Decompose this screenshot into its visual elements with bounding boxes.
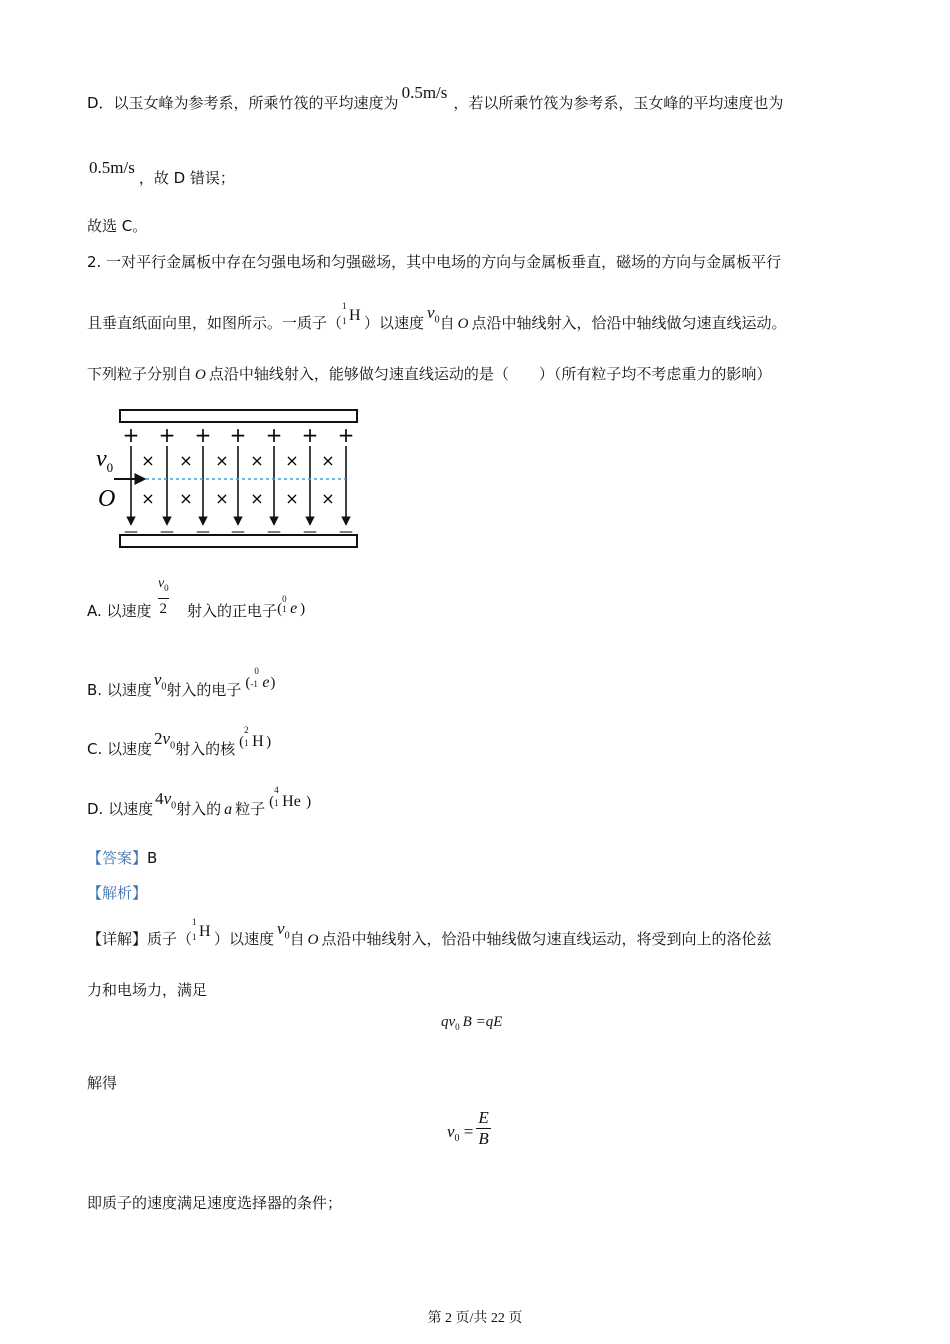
eq-left: v: [447, 1122, 455, 1141]
question-line1: 2. 一对平行金属板中存在匀强电场和匀强磁场，其中电场的方向与金属板垂直，磁场的方向与金属板平行: [87, 253, 782, 271]
text: ，若以所乘竹筏为参考系，玉女峰的平均速度也为: [453, 94, 784, 112]
option-b: [87, 666, 276, 707]
question-line2: [87, 301, 787, 340]
charge-number: -1: [250, 679, 258, 689]
denominator: 2: [158, 598, 170, 619]
point-o: O: [457, 316, 469, 332]
v: v: [157, 576, 165, 592]
analysis-tag: 【解析】: [87, 884, 148, 902]
text: ，故 D 错误；: [138, 169, 235, 187]
element-symbol: H: [349, 307, 361, 324]
proton-nuclide: [192, 917, 214, 950]
coefficient: 4: [155, 789, 164, 808]
bracket: (: [239, 734, 245, 750]
text: 点沿中轴线射入，恰沿中轴线做匀速直线运动，将受到向上的洛伦兹: [321, 930, 772, 948]
charge-number: 1: [282, 604, 287, 614]
subscript: 0: [434, 314, 440, 326]
text: 射入的电子: [166, 681, 242, 699]
numerator: [158, 574, 170, 598]
point-o: O: [195, 367, 206, 383]
text: 且垂直纸面向里，如图所示。一质子（: [87, 314, 343, 332]
top-plate: [120, 410, 357, 422]
minus-sign: —: [231, 524, 245, 540]
mass-number: 4: [274, 785, 279, 795]
subscript: 0: [161, 681, 167, 693]
speed-2v0: [154, 729, 176, 752]
subscript: 0: [164, 582, 169, 593]
charge-number: 1: [342, 316, 347, 326]
minus-sign: —: [303, 524, 317, 540]
text: 点沿中轴线射入，恰沿中轴线做匀速直线运动。: [471, 314, 787, 332]
v0-symbol: [153, 670, 167, 693]
velocity-selector-figure: [90, 404, 365, 554]
answer-tag: 【答案】: [87, 849, 148, 867]
minus-sign: —: [196, 524, 210, 540]
electron-nuclide: [250, 666, 270, 693]
text: 质子（: [147, 930, 193, 948]
minus-sign: —: [160, 524, 174, 540]
text: ）以速度: [214, 930, 275, 948]
element-symbol: H: [252, 733, 264, 750]
v0-symbol: [277, 919, 290, 942]
eq-right: B =qE: [462, 1014, 503, 1030]
helium-nuclide: [274, 785, 306, 812]
denominator: B: [478, 1129, 489, 1148]
electric-field-lines: [131, 446, 346, 524]
cross-mark: ×: [179, 451, 193, 470]
prev-option-d-line2: [87, 158, 235, 188]
text: 粒子: [235, 800, 266, 818]
subscript: 0: [170, 740, 176, 752]
text: ）以速度: [364, 314, 425, 332]
e-over-b: [476, 1108, 490, 1149]
cross-mark: ×: [250, 489, 264, 508]
subscript: 0: [454, 1133, 460, 1145]
v0-label: [96, 446, 113, 475]
v: v: [277, 919, 285, 938]
cross-mark: ×: [215, 489, 229, 508]
plus-sign: +: [122, 423, 140, 447]
coefficient: 2: [154, 729, 163, 748]
numerator: E: [478, 1108, 489, 1127]
equals: =: [459, 1122, 474, 1141]
mass-number: 1: [192, 917, 197, 927]
cross-mark: ×: [285, 451, 299, 470]
equation-v0: [447, 1108, 491, 1149]
plus-sign: +: [301, 423, 319, 447]
v0-symbol: [427, 303, 440, 326]
subscript: 0: [455, 1022, 460, 1032]
v0-over-2: [158, 574, 170, 619]
plus-sign: +: [158, 423, 176, 447]
minus-signs: [124, 524, 353, 540]
plus-sign: +: [194, 423, 212, 447]
v: v: [153, 670, 162, 689]
deuterium-nuclide: [244, 725, 266, 752]
prev-option-d-line1: [87, 83, 784, 113]
bracket: (: [245, 675, 251, 691]
minus-sign: —: [124, 524, 138, 540]
option-d: [87, 785, 312, 826]
proton-nuclide: [342, 301, 364, 334]
detail-line2: 力和电场力，满足: [87, 981, 208, 999]
v: v: [163, 789, 172, 808]
positron-nuclide: [282, 594, 300, 619]
v: v: [427, 303, 435, 322]
speed-value: 0.5m/s: [89, 158, 135, 177]
charge-number: 1: [192, 932, 197, 942]
subscript: 0: [284, 930, 290, 942]
alpha-symbol: a: [224, 801, 233, 818]
cross-mark: ×: [141, 489, 155, 508]
bracket: ): [306, 794, 312, 810]
mass-number: 2: [244, 725, 249, 735]
cross-mark: ×: [250, 451, 264, 470]
element-symbol: He: [282, 793, 301, 810]
mass-number: 0: [282, 594, 287, 604]
speed-value: 0.5m/s: [401, 83, 448, 102]
speed-4v0: [155, 789, 177, 812]
bracket: (: [277, 601, 283, 617]
text: A. 以速度: [87, 602, 152, 620]
analysis-header: [87, 883, 147, 903]
answer: [87, 848, 157, 868]
cross-mark: ×: [179, 489, 193, 508]
v: v: [96, 446, 107, 472]
particle-symbol: e: [262, 674, 270, 691]
text: D．以玉女峰为参考系，所乘竹筏的平均速度为: [87, 94, 399, 112]
text: C. 以速度: [87, 740, 153, 758]
page-footer: 第 2 页/共 22 页: [427, 1311, 523, 1326]
text: 下列粒子分别自: [87, 365, 193, 383]
text: D. 以速度: [87, 800, 154, 818]
detail-line3: 即质子的速度满足速度选择器的条件；: [87, 1194, 343, 1212]
cross-mark: ×: [141, 451, 155, 470]
option-c: [87, 725, 272, 766]
text: 射入的核: [175, 740, 236, 758]
plus-sign: +: [229, 423, 247, 447]
text: 点沿中轴线射入，能够做匀速直线运动的是（ ）（所有粒子均不考虑重力的影响）: [208, 365, 772, 383]
subscript: 0: [171, 800, 177, 812]
mass-number: 1: [342, 301, 347, 311]
text: 自: [439, 314, 455, 332]
plus-sign: +: [265, 423, 283, 447]
cross-mark: ×: [215, 451, 229, 470]
subscript: 0: [106, 460, 114, 475]
minus-sign: —: [267, 524, 281, 540]
equation-force-balance: [441, 1014, 502, 1032]
option-a: [87, 576, 306, 622]
plus-sign: +: [337, 423, 355, 447]
cross-mark: ×: [321, 451, 335, 470]
answer-value: B: [147, 849, 158, 867]
conclusion: 故选 C。: [87, 217, 148, 235]
charge-number: 1: [274, 798, 279, 808]
cross-mark: ×: [321, 489, 335, 508]
v: v: [162, 729, 171, 748]
bracket: ): [300, 601, 306, 617]
text: B. 以速度: [87, 681, 152, 699]
bracket: ): [266, 734, 272, 750]
mass-number: 0: [254, 666, 259, 676]
element-symbol: H: [199, 923, 211, 940]
detail-tag: 【详解】: [87, 930, 148, 948]
particle-symbol: e: [290, 600, 298, 617]
point-o: O: [307, 932, 319, 948]
minus-sign: —: [339, 524, 353, 540]
text: 射入的: [176, 800, 222, 818]
charge-number: 1: [244, 738, 249, 748]
text: 自: [289, 930, 305, 948]
bracket: (: [269, 794, 275, 810]
text: 射入的正电子: [187, 602, 278, 620]
question-line3: [87, 364, 771, 385]
detail-line1: [87, 917, 772, 956]
o-label: O: [98, 486, 116, 512]
cross-mark: ×: [285, 489, 299, 508]
eq-left: qv: [441, 1014, 456, 1030]
solve-label: 解得: [87, 1074, 118, 1092]
bracket: ): [270, 675, 276, 691]
plus-signs: [123, 423, 355, 447]
